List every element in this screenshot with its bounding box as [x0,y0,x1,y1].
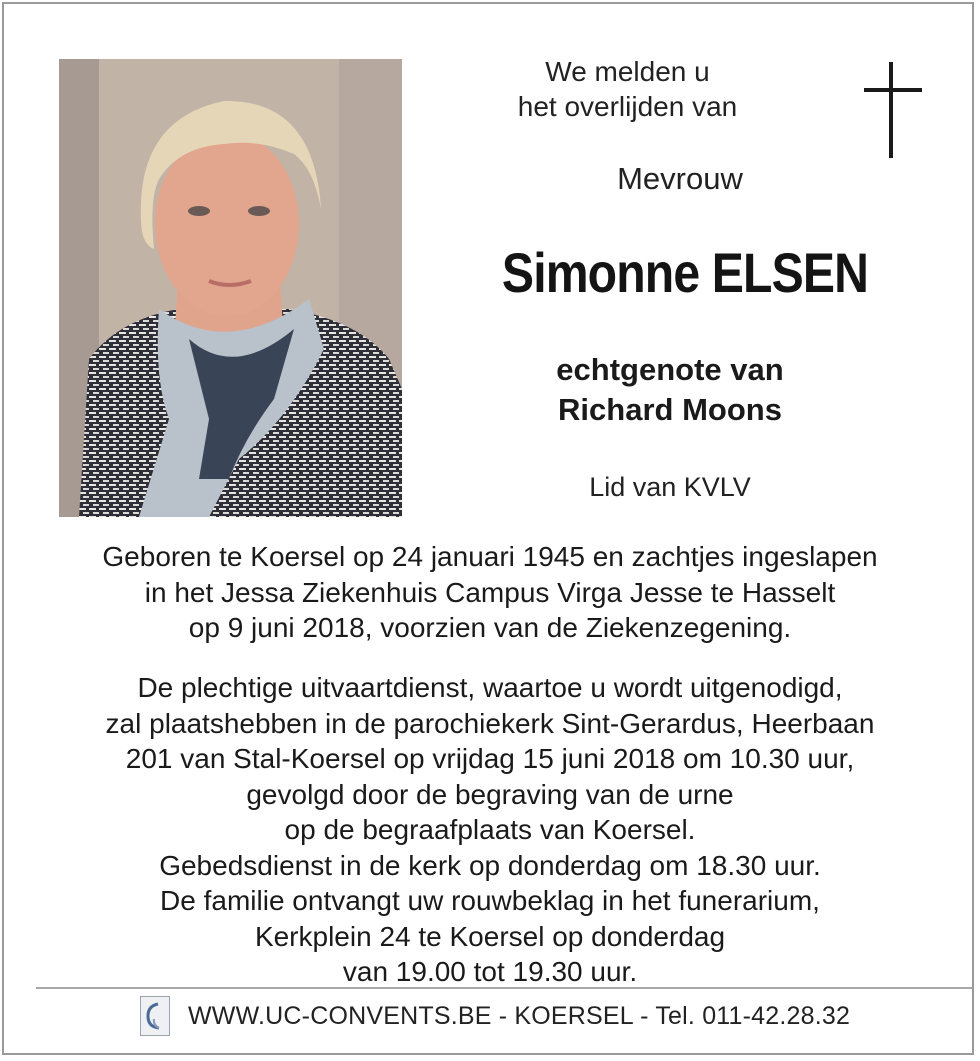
deceased-name: Simonne ELSEN [501,241,869,304]
service-line: De familie ontvangt uw rouwbeklag in het funerarium, [160,885,820,916]
intro-line-2: het overlijden van [517,91,738,122]
intro-line-1: We melden u [545,56,710,87]
birth-death-line: Geboren te Koersel op 24 januari 1945 en zachtjes ingeslapen [102,541,878,572]
membership-text: Lid van KVLV [589,472,751,502]
service-line: van 19.00 tot 19.30 uur. [342,956,638,987]
service-line: 201 van Stal-Koersel op vrijdag 15 juni 2018 om 10.30 uur, [125,743,855,774]
footer [140,994,850,1038]
birth-death-line: op 9 juni 2018, voorzien van de Ziekenzegening. [188,612,792,643]
funeral-home-contact[interactable]: WWW.UC-CONVENTS.BE - KOERSEL - Tel. 011-42.28.32 [188,1001,851,1030]
funeral-home-logo-icon [140,996,170,1036]
funeral-service-paragraph [30,670,950,990]
service-line: Kerkplein 24 te Koersel op donderdag [254,920,726,952]
service-line: De plechtige uitvaartdienst, waartoe u wordt uitgenodigd, [137,672,843,703]
birth-death-line: in het Jessa Ziekenhuis Campus Virga Jesse te Hasselt [144,576,836,608]
portrait-photo [59,59,402,517]
footer-divider [36,987,972,989]
service-line: op de begraafplaats van Koersel. [284,814,696,845]
intro-text [490,54,765,124]
service-line: gevolgd door de begraving van de urne [246,778,734,810]
spouse-name: Richard Moons [558,392,782,427]
spouse-block [500,350,840,430]
birth-death-paragraph [30,539,950,646]
latin-cross-icon [862,62,924,158]
service-line: zal plaatshebben in de parochiekerk Sint-Gerardus, Heerbaan [105,707,875,739]
spouse-relation: echtgenote van [556,352,784,387]
honorific-title: Mevrouw [617,161,743,196]
service-line: Gebedsdienst in de kerk op donderdag om 18.30 uur. [159,849,821,881]
